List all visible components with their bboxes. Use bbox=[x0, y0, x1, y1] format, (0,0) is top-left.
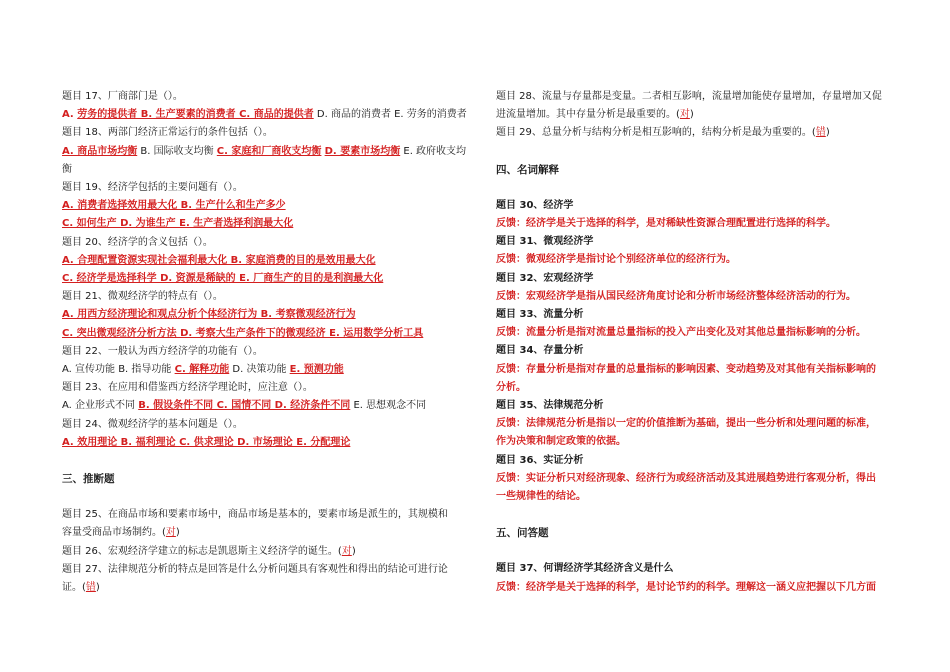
q18-e-cont: 衡 bbox=[62, 163, 72, 175]
q22-d: D. 决策功能 bbox=[229, 364, 290, 376]
q29-text: 题目 29、总量分析与结构分析是相互影响的，结构分析是最为重要的。( bbox=[496, 127, 816, 139]
q18-d: D. 要素市场均衡 bbox=[324, 145, 401, 157]
q25-text: 容量受商品市场制约。( bbox=[62, 527, 166, 539]
q35-feedback-1: 反馈：法律规范分析是指以一定的价值推断为基础，提出一些分析和处理问题的标准， bbox=[496, 418, 876, 430]
q26-close: ) bbox=[351, 545, 356, 557]
q18-b: B. 国际收支均衡 bbox=[137, 145, 217, 157]
q25-answer: 对 bbox=[165, 527, 176, 539]
q20-options-1: A. 合理配置资源实现社会福利最大化 B. 家庭消费的目的是效用最大化 bbox=[62, 254, 376, 266]
q28-text: 进流量增加。其中存量分析是最重要的。( bbox=[496, 109, 680, 121]
q29-answer: 错 bbox=[815, 127, 826, 139]
q17-options bbox=[62, 106, 467, 124]
right-column bbox=[496, 88, 894, 597]
q25-line2 bbox=[62, 524, 460, 542]
q26-text: 题目 26、宏观经济学建立的标志是凯恩斯主义经济学的诞生。( bbox=[62, 545, 342, 557]
q24-stem: 题目 24、微观经济学的基本问题是（）。 bbox=[62, 418, 243, 430]
q17-answer: 劳务的提供者 B. 生产要素的消费者 C. 商品的提供者 bbox=[77, 109, 314, 121]
q22-stem: 题目 22、一般认为西方经济学的功能有（）。 bbox=[62, 345, 263, 357]
q23-e: E. 思想观念不同 bbox=[350, 400, 427, 412]
section-4-heading: 四、名词解释 bbox=[496, 163, 559, 176]
q21-options-1: A. 用西方经济理论和观点分析个体经济行为 B. 考察微观经济行为 bbox=[62, 309, 356, 321]
q37-feedback: 反馈：经济学是关于选择的科学，是讨论节约的科学。理解这一涵义应把握以下几方面 bbox=[496, 581, 876, 593]
q19-options-1: A. 消费者选择效用最大化 B. 生产什么和生产多少 bbox=[62, 200, 286, 212]
q29 bbox=[496, 124, 894, 142]
q23-stem: 题目 23、在应用和借鉴西方经济学理论时，应注意（）。 bbox=[62, 382, 313, 394]
q18-c: C. 家庭和厂商收支均衡 bbox=[216, 145, 322, 157]
q23-bcd: B. 假设条件不同 C. 国情不同 D. 经济条件不同 bbox=[138, 400, 351, 412]
q34-feedback-2: 分析。 bbox=[496, 381, 526, 393]
q23-options bbox=[62, 397, 460, 415]
q35-title: 题目 35、法律规范分析 bbox=[496, 400, 604, 412]
q31-feedback: 反馈：微观经济学是指讨论个别经济单位的经济行为。 bbox=[496, 254, 736, 266]
left-column bbox=[62, 88, 467, 597]
q20-stem: 题目 20、经济学的含义包括（）。 bbox=[62, 236, 213, 248]
q27-text: 证。( bbox=[62, 582, 86, 594]
q36-feedback-1: 反馈：实证分析只对经济现象、经济行为或经济活动及其进展趋势进行客观分析，得出 bbox=[496, 472, 876, 484]
q26-answer: 对 bbox=[341, 545, 352, 557]
q25-close: ) bbox=[175, 527, 180, 539]
q25-line1: 题目 25、在商品市场和要素市场中，商品市场是基本的，要素市场是派生的，其规模和 bbox=[62, 509, 448, 521]
q21-stem: 题目 21、微观经济学的特点有（）。 bbox=[62, 291, 223, 303]
section-5-heading: 五、问答题 bbox=[496, 527, 549, 540]
q28-answer: 对 bbox=[679, 109, 690, 121]
q18-a: A. 商品市场均衡 bbox=[62, 145, 138, 157]
section-3-heading: 三、推断题 bbox=[62, 473, 115, 486]
q28-line2 bbox=[496, 106, 894, 124]
q22-e: E. 预测功能 bbox=[289, 364, 344, 376]
q36-feedback-2: 一些规律性的结论。 bbox=[496, 491, 586, 503]
q28-line1: 题目 28、流量与存量都是变量。二者相互影响，流量增加能使存量增加，存量增加又促 bbox=[496, 91, 882, 102]
q33-feedback: 反馈：流量分析是指对流量总量指标的投入产出变化及对其他总量指标影响的分析。 bbox=[496, 327, 866, 339]
q20-options-2: C. 经济学是选择科学 D. 资源是稀缺的 E. 厂商生产的目的是利润最大化 bbox=[62, 273, 384, 285]
q22-options bbox=[62, 361, 460, 379]
q28-close: ) bbox=[689, 109, 694, 121]
q17-a-prefix: A. bbox=[62, 109, 78, 121]
q27-line1: 题目 27、法律规范分析的特点是回答是什么分析问题具有客观性和得出的结论可进行论 bbox=[62, 563, 448, 575]
q19-stem: 题目 19、经济学包括的主要问题有（）。 bbox=[62, 182, 243, 194]
q18-stem: 题目 18、两部门经济正常运行的条件包括（）。 bbox=[62, 127, 273, 139]
q27-answer: 错 bbox=[85, 582, 96, 594]
q31-title: 题目 31、微观经济学 bbox=[496, 236, 594, 248]
q19-options-2: C. 如何生产 D. 为谁生产 E. 生产者选择利润最大化 bbox=[62, 218, 294, 230]
q23-a: A. 企业形式不同 bbox=[62, 400, 139, 412]
q27-close: ) bbox=[95, 582, 100, 594]
q18-options bbox=[62, 143, 467, 161]
q17-stem: 题目 17、厂商部门是（）。 bbox=[62, 91, 183, 102]
q35-feedback-2: 作为决策和制定政策的依据。 bbox=[496, 436, 626, 448]
q29-close: ) bbox=[825, 127, 830, 139]
q37-title: 题目 37、何谓经济学其经济含义是什么 bbox=[496, 563, 674, 575]
q36-title: 题目 36、实证分析 bbox=[496, 454, 584, 466]
q33-title: 题目 33、流量分析 bbox=[496, 309, 584, 321]
q22-ab: A. 宣传功能 B. 指导功能 bbox=[62, 364, 175, 376]
q17-rest: D. 商品的消费者 E. 劳务的消费者 bbox=[313, 109, 467, 121]
q26 bbox=[62, 543, 460, 561]
q30-feedback: 反馈：经济学是关于选择的科学，是对稀缺性资源合理配置进行选择的科学。 bbox=[496, 218, 836, 230]
q22-c: C. 解释功能 bbox=[174, 364, 230, 376]
q18-e: E. 政府收支均 bbox=[400, 145, 467, 157]
q32-title: 题目 32、宏观经济学 bbox=[496, 272, 594, 284]
q32-feedback: 反馈：宏观经济学是指从国民经济角度讨论和分析市场经济整体经济活动的行为。 bbox=[496, 290, 856, 302]
q24-options: A. 效用理论 B. 福利理论 C. 供求理论 D. 市场理论 E. 分配理论 bbox=[62, 436, 351, 448]
q30-title: 题目 30、经济学 bbox=[496, 199, 574, 211]
q21-options-2: C. 突出微观经济分析方法 D. 考察大生产条件下的微观经济 E. 运用数学分析工具 bbox=[62, 327, 424, 339]
q34-title: 题目 34、存量分析 bbox=[496, 345, 584, 357]
q27-line2 bbox=[62, 579, 460, 597]
q34-feedback-1: 反馈：存量分析是指对存量的总量指标的影响因素、变动趋势及对其他有关指标影响的 bbox=[496, 363, 876, 375]
